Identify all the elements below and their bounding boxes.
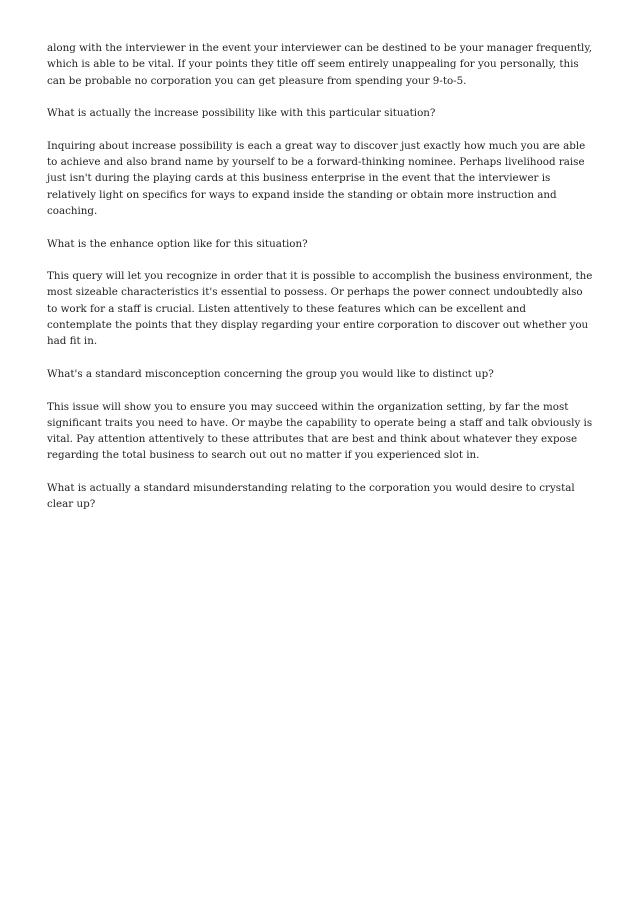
paragraph-growth: Inquiring about increase possibility is each a great way to discover just exactly how much you are able to achieve and also brand name by yourself to be a forward-thinking nominee. Perhaps livelihood raise just isn't during the playing cards at this business enterprise in the event that the interviewer is relatively light on specifics for ways to expand inside the standing or obtain more instruction and coaching. [47,139,586,217]
paragraph-enhance: This query will let you recognize in order that it is possible to accomplish the business environment, the most sizeable characteristics it's essential to possess. Or perhaps the power connect undoubtedly also to work for a staff is crucial. Listen attentively to these features which can be excellent and contemplate the points that they display regarding your entire corporation to discover out whether you had fit in. [47,270,593,348]
question-heading-growth: What is actually the increase possibility like with this particular situation? [47,107,436,120]
paragraph-misconception: This issue will show you to ensure you may succeed within the organization setting, by far the most significant traits you need to have. Or maybe the capability to operate being a staff and talk obviously is vital. Pay attention attentively to these attributes that are best and think about whatever they expose regarding the total business to search out out no matter if you experienced slot in. [47,400,593,462]
question-heading-enhance: What is the enhance option like for this situation? [47,237,308,250]
question-heading-misunderstanding: What is actually a standard misunderstanding relating to the corporation you would desire to crystal clear up? [47,482,575,511]
paragraph-continuation: along with the interviewer in the event your interviewer can be destined to be your manager frequently, which is able to be vital. If your points they title off seem entirely unappealing for you personally, this can be probable no corporation you can get pleasure from spending your 9-to-5. [47,42,593,87]
document-body [47,40,594,513]
question-heading-misconception: What's a standard misconception concerning the group you would like to distinct up? [47,367,494,380]
